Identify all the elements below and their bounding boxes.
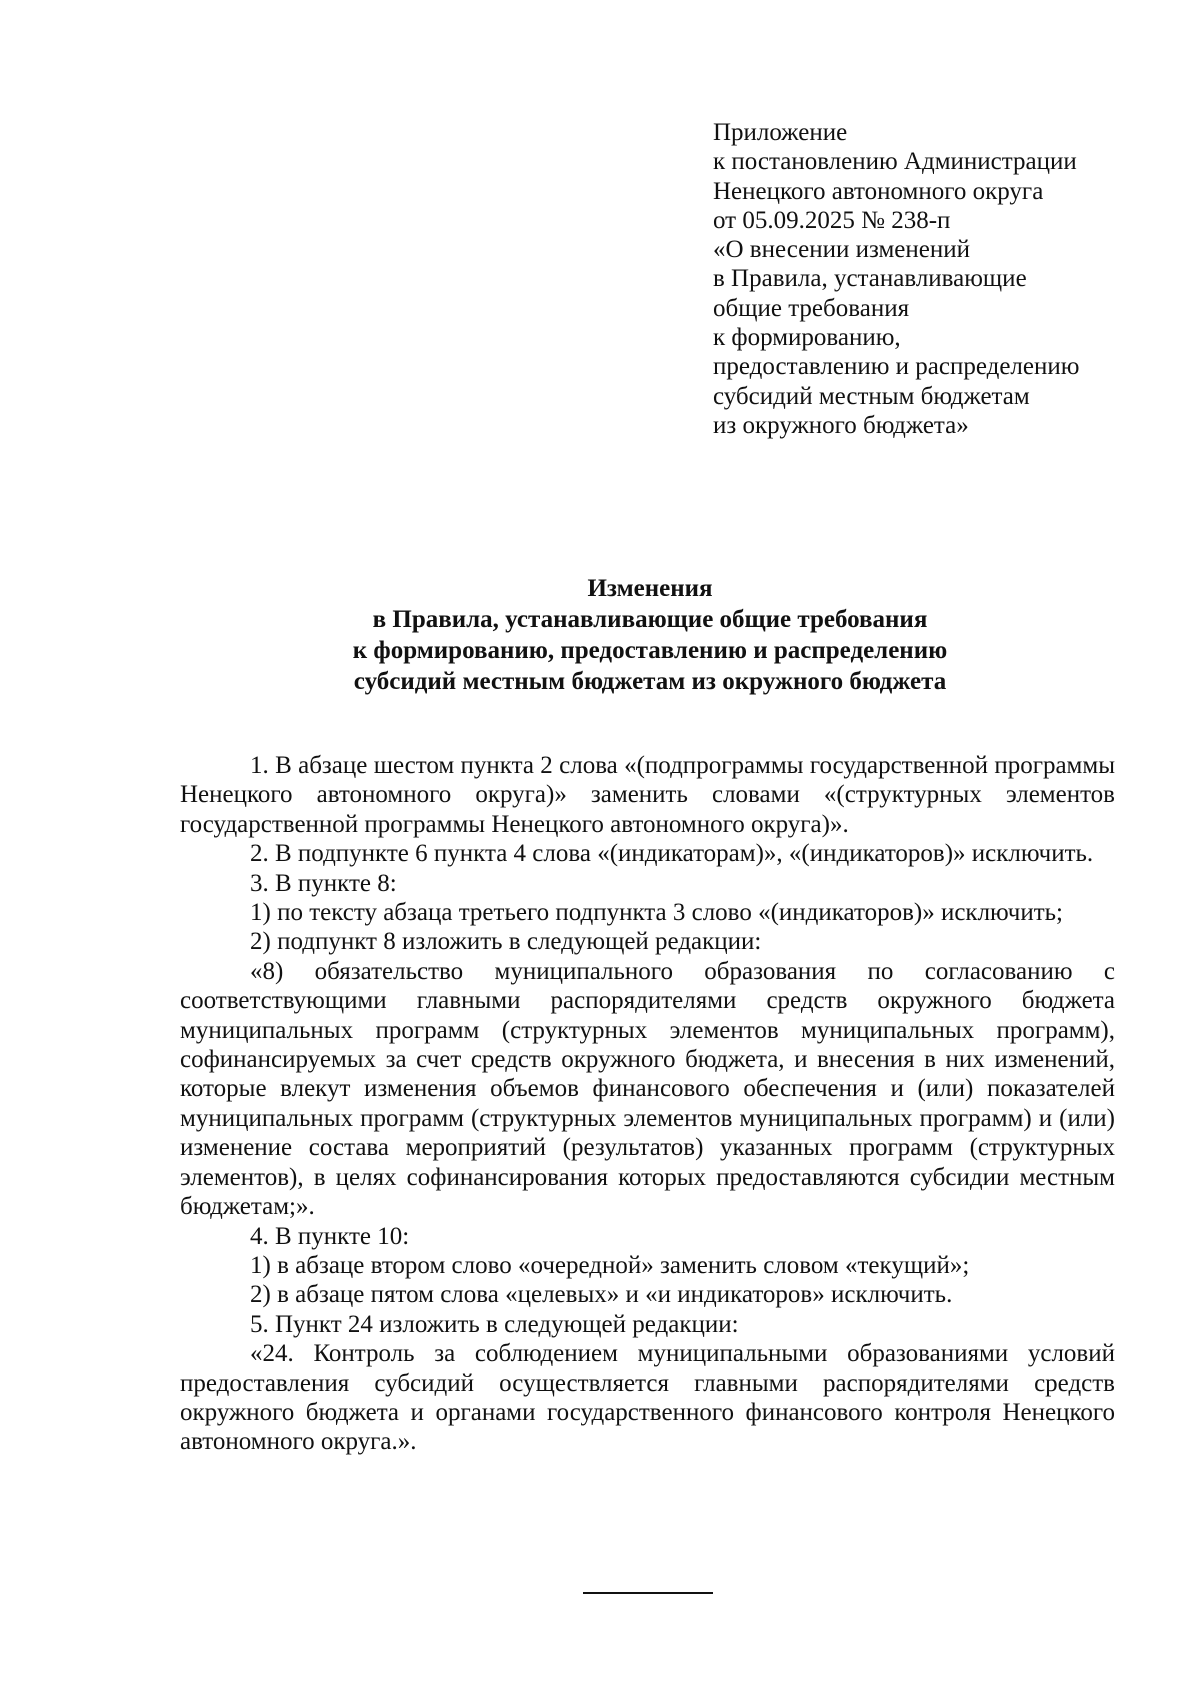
appendix-line: Приложение	[713, 119, 848, 146]
appendix-line: общие требования	[713, 294, 910, 322]
document-heading	[150, 573, 1150, 697]
heading-subtitle-line: в Правила, устанавливающие общие требования	[372, 606, 928, 633]
body-paragraph: 2. В подпункте 6 пункта 4 слова «(индикаторам)», «(индикаторов)» исключить.	[250, 840, 1094, 868]
appendix-line: Ненецкого автономного округа	[713, 177, 1044, 205]
heading-subtitle-line: к формированию, предоставлению и распределению	[352, 637, 948, 664]
appendix-line: от 05.09.2025 № 238-п	[713, 206, 951, 234]
document-body	[180, 751, 1115, 1457]
appendix-line: из окружного бюджета»	[713, 411, 969, 439]
body-paragraph: 1) по тексту абзаца третьего подпункта 3 слово «(индикаторов)» исключить;	[250, 899, 1063, 927]
body-paragraph: 2) в абзаце пятом слова «целевых» и «и индикаторов» исключить.	[250, 1281, 953, 1309]
heading-title: Изменения	[587, 575, 713, 602]
end-divider	[583, 1592, 713, 1594]
body-paragraph: 1. В абзаце шестом пункта 2 слова «(подпрограммы государственной программы Ненецкого автономного округа)» заменить словами «(структурных элементов государственной программы Ненецкого автономного округа)».	[180, 752, 1115, 838]
body-paragraph: «24. Контроль за соблюдением муниципальными образованиями условий предоставления субсидий осуществляется главными распорядителями средств окружного бюджета и органами государственного финансового контроля Ненецкого автономного округа.».	[180, 1340, 1115, 1456]
appendix-block	[713, 118, 1173, 440]
body-paragraph: «8) обязательство муниципального образования по согласованию с соответствующими главными распорядителями средств окружного бюджета муниципальных программ (структурных элементов муниципальных программ), софинансируемых за счет средств окружного бюджета, и внесения в них изменений, которые влекут изменения объемов финансового обеспечения и (или) показателей муниципальных программ (структурных элементов муниципальных программ) и (или) изменение состава мероприятий (результатов) указанных программ (структурных элементов), в целях софинансирования которых предоставляются субсидии местным бюджетам;».	[180, 957, 1115, 1221]
appendix-line: к постановлению Администрации	[713, 148, 1077, 176]
appendix-line: в Правила, устанавливающие	[713, 265, 1027, 293]
body-paragraph: 1) в абзаце втором слово «очередной» заменить словом «текущий»;	[250, 1251, 970, 1279]
body-paragraph: 4. В пункте 10:	[250, 1222, 410, 1250]
body-paragraph: 3. В пункте 8:	[250, 869, 397, 897]
appendix-line: предоставлению и распределению	[713, 353, 1080, 381]
appendix-line: субсидий местным бюджетам	[713, 382, 1030, 410]
body-paragraph: 2) подпункт 8 изложить в следующей редакции:	[250, 928, 762, 956]
appendix-line: к формированию,	[713, 324, 901, 352]
heading-subtitle-line: субсидий местным бюджетам из окружного бюджета	[353, 668, 947, 695]
body-paragraph: 5. Пункт 24 изложить в следующей редакции:	[250, 1310, 739, 1338]
appendix-line: «О внесении изменений	[713, 236, 971, 264]
